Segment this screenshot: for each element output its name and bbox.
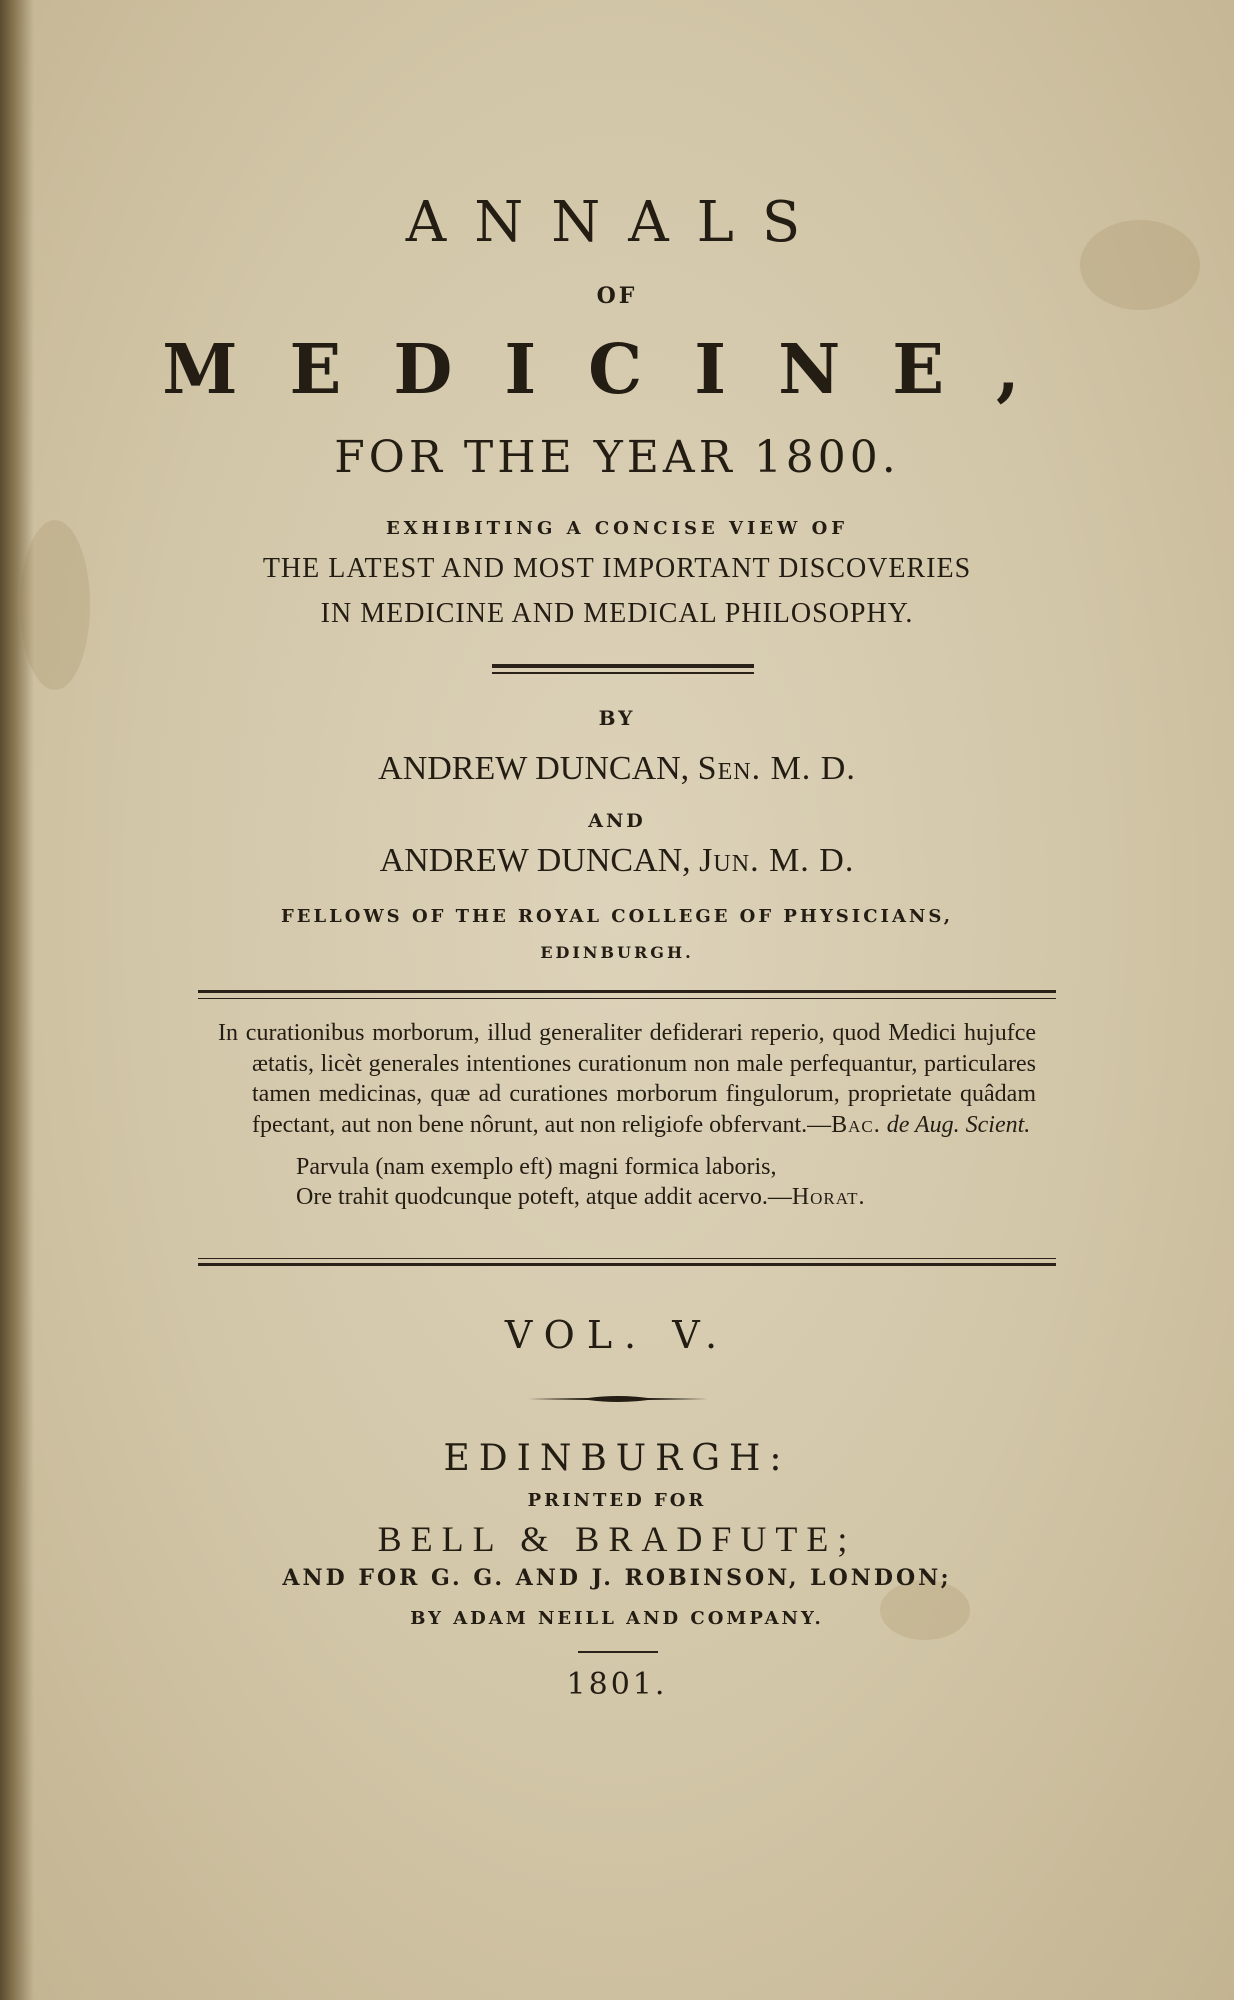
double-rule-bottom xyxy=(198,1263,1056,1266)
title-year-line: FOR THE YEAR 1800. xyxy=(334,432,900,483)
title-of: OF xyxy=(596,283,638,309)
verse-line-1: Parvula (nam exemplo eft) magni formica laboris, xyxy=(296,1154,777,1180)
title-medicine: MEDICINE, xyxy=(162,330,1072,410)
subtitle-line-1: THE LATEST AND MOST IMPORTANT DISCOVERIES xyxy=(262,553,972,584)
by-label: BY xyxy=(598,706,636,730)
author-1-name: ANDREW DUNCAN, xyxy=(378,750,698,787)
short-rule xyxy=(578,1651,658,1653)
imprint-printed-for: PRINTED FOR xyxy=(527,1490,707,1511)
epigraph-prose-source: de Aug. Scient. xyxy=(880,1111,1031,1138)
title-annals: ANNALS xyxy=(405,190,829,255)
epigraph xyxy=(218,1018,1036,1212)
fellows-city: EDINBURGH. xyxy=(540,943,694,962)
and-label: AND xyxy=(588,810,646,832)
imprint-date: 1801. xyxy=(566,1667,668,1702)
epigraph-prose-author: Bac. xyxy=(831,1111,881,1138)
ornamental-dash xyxy=(528,1394,708,1404)
volume-label: VOL. V. xyxy=(504,1313,730,1357)
double-rule-bottom xyxy=(198,1258,1056,1259)
imprint-also-for: AND FOR G. G. AND J. ROBINSON, LONDON; xyxy=(282,1565,952,1591)
verse-line-2-text: Ore trahit quodcunque poteft, atque addit acervo.— xyxy=(296,1184,792,1210)
verse-author: Horat. xyxy=(791,1184,866,1210)
epigraph-verse xyxy=(296,1152,1036,1212)
imprint-city: EDINBURGH: xyxy=(443,1438,791,1479)
verse-line-2 xyxy=(296,1182,1036,1212)
ornamental-rule xyxy=(492,664,754,668)
author-1-suffix: Sen. M. D. xyxy=(697,750,856,787)
author-2 xyxy=(0,842,1234,880)
author-2-name: ANDREW DUNCAN, xyxy=(379,842,700,879)
author-1 xyxy=(0,750,1234,788)
fellows-line: FELLOWS OF THE ROYAL COLLEGE OF PHYSICIANS, xyxy=(280,906,954,927)
subtitle-line-2: IN MEDICINE AND MEDICAL PHILOSOPHY. xyxy=(320,598,914,629)
imprint-publisher: BELL & BRADFUTE; xyxy=(377,1519,857,1559)
double-rule-top xyxy=(198,998,1056,999)
ornamental-rule xyxy=(492,672,754,674)
author-2-suffix: Jun. M. D. xyxy=(699,842,855,879)
epigraph-prose xyxy=(218,1018,1036,1140)
imprint-printer: BY ADAM NEILL AND COMPANY. xyxy=(410,1608,824,1629)
epigraph-prose-text: In curationibus morborum, illud generaliter defiderari reperio, quod Medici hujufce ætatis, licèt generales intentiones curationum non male perfequantur, particulares tamen medicinas, quæ ad curationes morborum fingulorum, proprietate quâdam fpectant, aut non bene nôrunt, aut non religiofe obfervant.— xyxy=(218,1020,1036,1138)
exhibiting-line: EXHIBITING A CONCISE VIEW OF xyxy=(385,518,849,539)
double-rule-top xyxy=(198,990,1056,993)
